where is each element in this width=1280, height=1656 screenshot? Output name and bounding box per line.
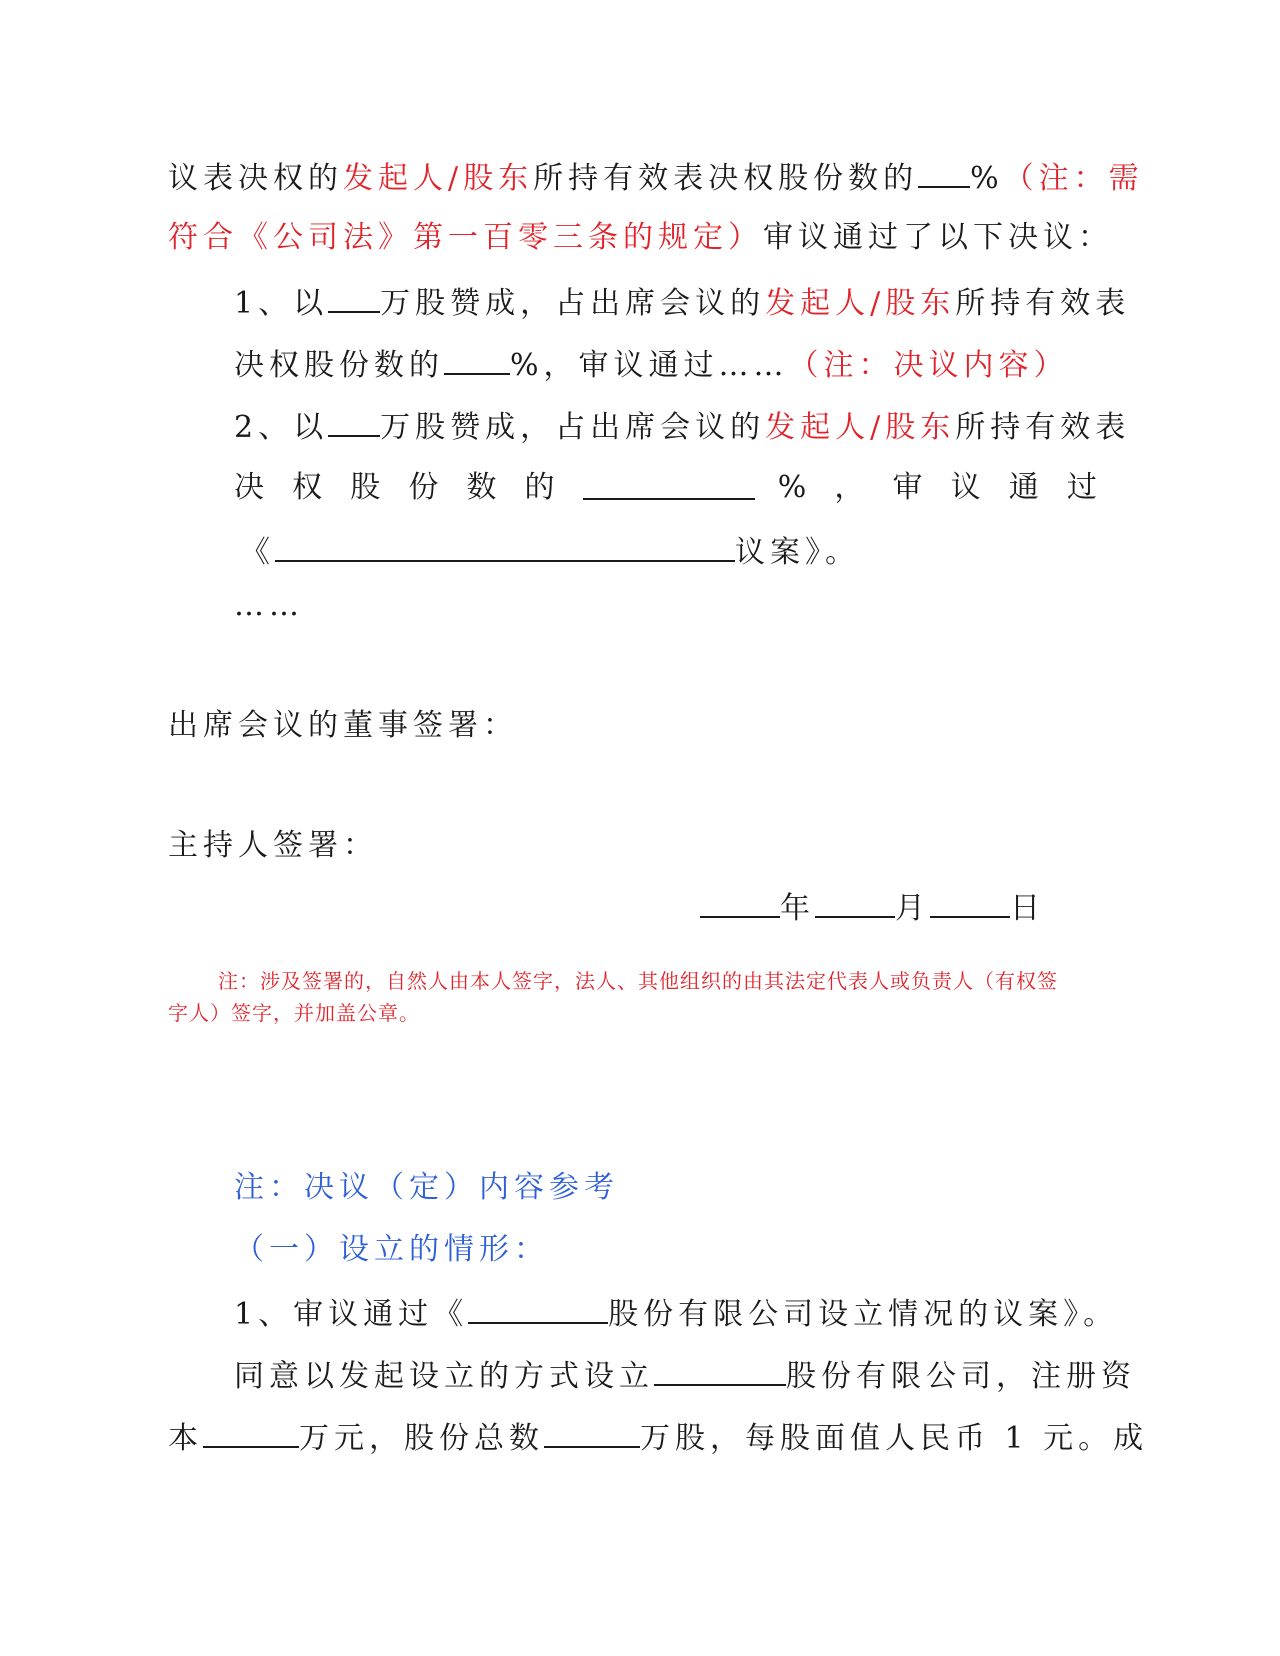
text: % [970, 161, 1004, 196]
item-2-line-1 [234, 405, 1130, 448]
text: % [777, 470, 812, 505]
text: 同意以发起设立的方式设立 [234, 1359, 654, 1394]
text: 《 [240, 535, 275, 570]
text: 的 [524, 470, 560, 505]
text: 份 [408, 470, 444, 505]
date-line [700, 886, 1045, 929]
top-paragraph-line-2 [168, 218, 1113, 258]
reference-para-line-2 [168, 1416, 1148, 1459]
text: 1、审议通过《 [234, 1297, 469, 1332]
text: 万股，每股面值人民币 1 元。成 [640, 1421, 1149, 1456]
signature-note-line-1: 注：涉及签署的，自然人由本人签字，法人、其他组织的由其法定代表人或负责人（有权签 [218, 969, 1058, 993]
text: 决权股份数的 [234, 348, 444, 383]
note-text: （注：决议内容） [788, 348, 1069, 383]
blank-field[interactable] [444, 343, 510, 375]
text: 权 [292, 470, 328, 505]
item-2-line-3 [240, 530, 860, 573]
note-text: 符合《公司法》第一百零三条的规定） [168, 220, 763, 255]
top-paragraph-line-1 [168, 156, 1144, 199]
item-2-line-2 [234, 468, 1102, 508]
blank-field[interactable] [918, 156, 970, 188]
reference-item-1 [234, 1292, 1118, 1335]
company-name-blank[interactable] [468, 1292, 608, 1324]
text: 议 [950, 470, 986, 505]
text: 万股赞成，占出席会议的 [380, 286, 766, 321]
blank-field[interactable] [583, 468, 755, 500]
text: 决 [234, 470, 269, 505]
text: 本 [168, 1421, 203, 1456]
host-signature-label: 主持人签署： [168, 828, 378, 863]
text: %，审议通过…… [510, 348, 789, 383]
note-text: （注：需 [1003, 161, 1144, 196]
month-blank[interactable] [815, 886, 895, 918]
text: 通 [1008, 470, 1044, 505]
text: 所持有效表 [955, 410, 1131, 445]
text: 过 [1066, 470, 1102, 505]
signature-note-line-2: 字人）签字，并加盖公章。 [168, 1001, 420, 1025]
year-blank[interactable] [700, 886, 780, 918]
text: 所持有效表 [955, 286, 1131, 321]
highlight-text: 发起人/股东 [765, 286, 956, 321]
blank-field[interactable] [328, 405, 380, 437]
company-name-blank[interactable] [654, 1354, 786, 1386]
text: 万股赞成，占出席会议的 [380, 410, 766, 445]
shares-blank[interactable] [544, 1416, 640, 1448]
directors-signature-label: 出席会议的董事签署： [168, 708, 518, 743]
text: 审 [892, 470, 928, 505]
highlight-text: 发起人/股东 [765, 410, 956, 445]
day-label: 日 [1010, 891, 1045, 926]
text: 股份有限公司，注册资 [786, 1359, 1136, 1394]
highlight-text: 发起人/股东 [343, 161, 534, 196]
month-label: 月 [895, 891, 930, 926]
year-label: 年 [780, 891, 815, 926]
text: 2、以 [234, 410, 329, 445]
text: 1、以 [234, 286, 329, 321]
text: 数 [466, 470, 502, 505]
text: 所持有效表决权股份数的 [533, 161, 919, 196]
reference-para-line-1 [234, 1354, 1136, 1397]
blank-field[interactable] [328, 281, 380, 313]
capital-blank[interactable] [203, 1416, 299, 1448]
text: 股 [350, 470, 386, 505]
text: 议案》。 [735, 535, 860, 570]
text: 股份有限公司设立情况的议案》。 [608, 1297, 1119, 1332]
item-1-line-2 [234, 343, 1069, 386]
ellipsis: …… [234, 588, 304, 623]
text: ， [834, 470, 870, 505]
text: 万元，股份总数 [299, 1421, 544, 1456]
blank-field[interactable] [275, 530, 735, 562]
reference-heading: 注：决议（定）内容参考 [234, 1170, 619, 1205]
text: 议表决权的 [168, 161, 343, 196]
text: 审议通过了以下决议： [763, 220, 1113, 255]
reference-sub-heading: （一）设立的情形： [234, 1232, 549, 1267]
item-1-line-1 [234, 281, 1130, 324]
day-blank[interactable] [930, 886, 1010, 918]
